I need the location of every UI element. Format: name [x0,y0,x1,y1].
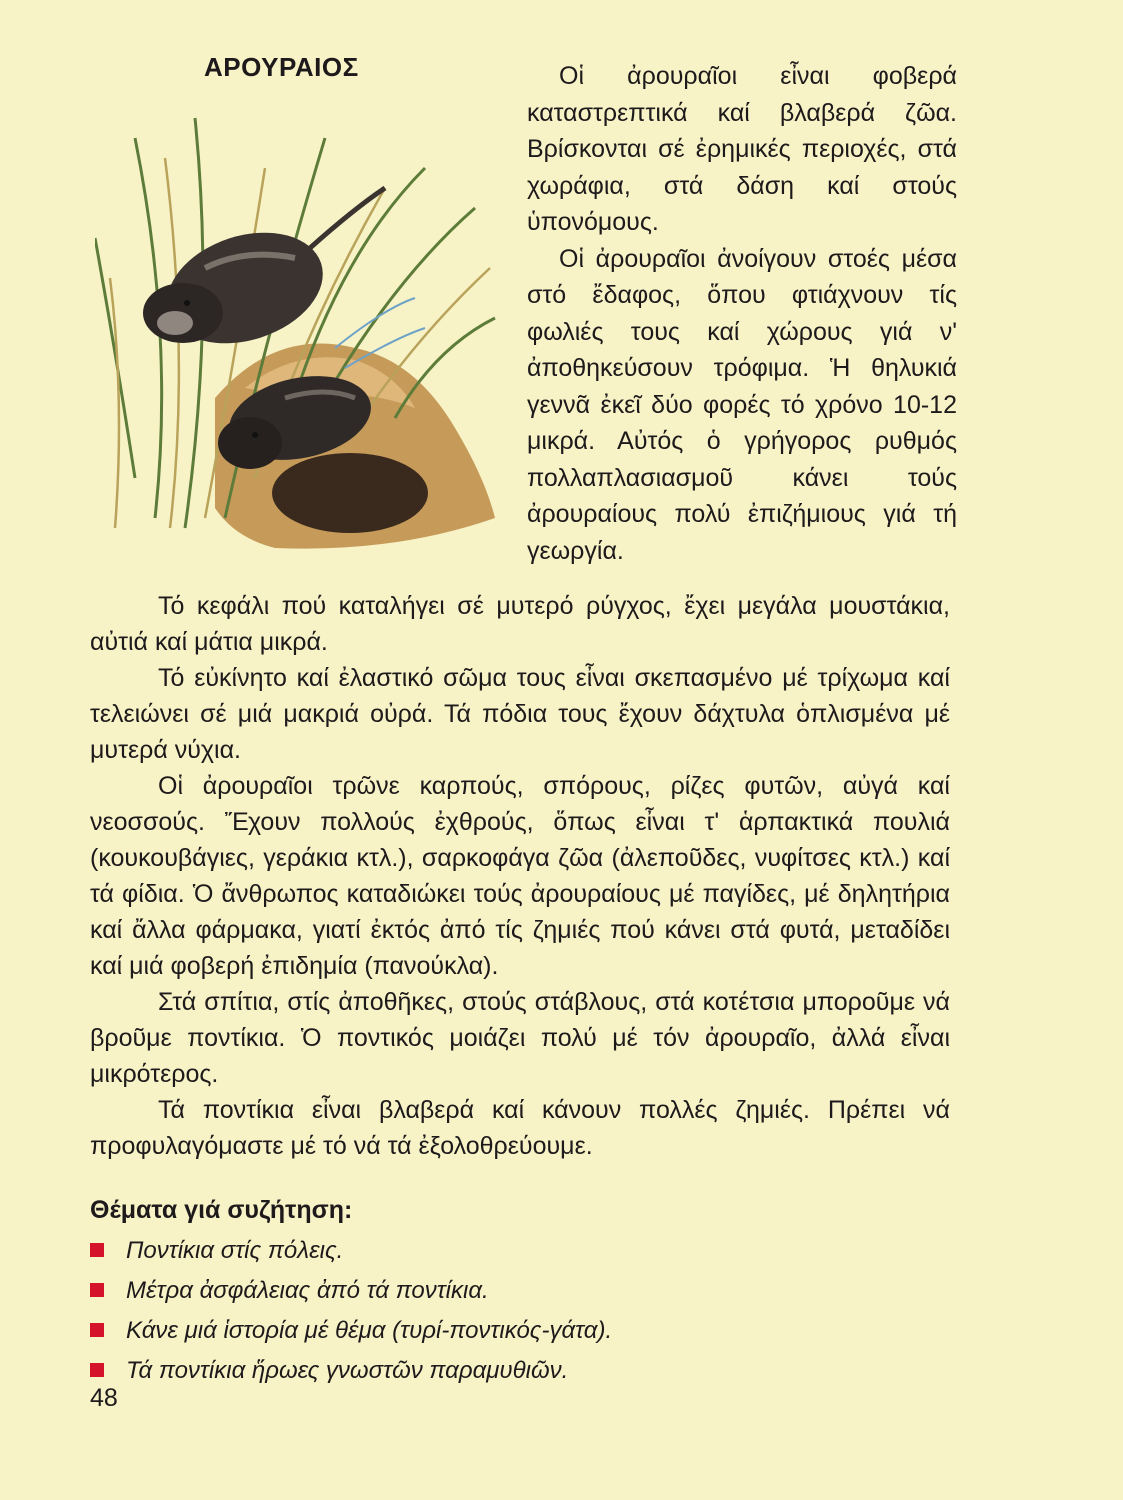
body-paragraph: Οἱ ἀρουραῖοι τρῶνε καρπούς, σπόρους, ρίζες φυτῶν, αὐγά καί νεοσσούς. Ἔχουν πολλούς ἐχθρούς, ὅπως εἶναι τ' ἁρπακτικά πουλιά (κουκουβάγιες, γεράκια κτλ.), σαρκοφάγα ζῶα (ἀλεποῦδες, νυφίτσες κτλ.) καί τά φίδια. Ὁ ἄνθρωπος καταδιώκει τούς ἀρουραίους μέ παγίδες, μέ δηλητήρια καί ἄλλα φάρμακα, γιατί ἐκτός ἀπό τίς ζημιές πού κάνει στά φυτά, μεταδίδει καί μιά φοβερή ἐπιδημία (πανούκλα). [90,772,950,980]
discussion-item-text: Ποντίκια στίς πόλεις. [126,1237,344,1264]
discussion-list [90,1231,950,1391]
discussion-section [90,1196,950,1391]
bullet-square-icon [90,1363,104,1377]
body-paragraph: Τά ποντίκια εἶναι βλαβερά καί κάνουν πολλές ζημιές. Πρέπει νά προφυλαγόμαστε μέ τό νά τά ἐξολοθρεύουμε. [90,1096,950,1160]
discussion-item-text: Μέτρα ἀσφάλειας ἀπό τά ποντίκια. [126,1277,489,1304]
discussion-item [90,1351,950,1391]
body-paragraph: Τό εὐκίνητο καί ἐλαστικό σῶμα τους εἶναι σκεπασμένο μέ τρίχωμα καί τελειώνει σέ μιά μακριά οὐρά. Τά πόδια τους ἔχουν δάχτυλα ὁπλισμένα μέ μυτερά νύχια. [90,664,950,764]
body-paragraph: Στά σπίτια, στίς ἀποθῆκες, στούς στάβλους, στά κοτέτσια μποροῦμε νά βροῦμε ποντίκια. Ὁ ποντικός μοιάζει πολύ μέ τόν ἀρουραῖο, ἀλλά εἶναι μικρότερος. [90,988,950,1088]
intro-paragraph: Οἱ ἀρουραῖοι ἀνοίγουν στοές μέσα στό ἔδαφος, ὅπου φτιάχνουν τίς φωλιές τους καί χώρους γιά ν' ἀποθηκεύσουν τρόφιμα. Ἡ θηλυκιά γεννᾶ ἐκεῖ δύο φορές τό χρόνο 10-12 μικρά. Αὐτός ὁ γρήγορος ρυθμός πολλαπλασιασμοῦ κάνει τούς ἀρουραίους πολύ ἐπιζήμιους γιά τή γεωργία. [527,244,957,565]
discussion-heading: Θέματα γιά συζήτηση: [90,1196,353,1224]
body-paragraph: Τό κεφάλι πού καταλήγει σέ μυτερό ρύγχος, ἔχει μεγάλα μουστάκια, αὐτιά καί μάτια μικρά. [90,592,950,656]
discussion-item [90,1271,950,1311]
rat-burrow-illustration [95,98,500,568]
page-number: 48 [90,1384,118,1412]
bullet-square-icon [90,1283,104,1297]
bullet-square-icon [90,1323,104,1337]
body-text [90,588,950,1164]
intro-text [527,58,957,569]
discussion-item-text: Κάνε μιά ἱστορία μέ θέμα (τυρί-ποντικός-γάτα). [126,1317,613,1344]
intro-paragraph: Οἱ ἀρουραῖοι εἶναι φοβερά καταστρεπτικά καί βλαβερά ζῶα. Βρίσκονται σέ ἐρημικές περιοχές, στά χωράφια, στά δάση καί στούς ὑπονόμους. [527,62,957,236]
bullet-square-icon [90,1243,104,1257]
page-title: ΑΡΟΥΡΑΙΟΣ [204,52,359,82]
discussion-item-text: Τά ποντίκια ἥρωες γνωστῶν παραμυθιῶν. [126,1357,569,1384]
discussion-item [90,1231,950,1271]
discussion-item [90,1311,950,1351]
